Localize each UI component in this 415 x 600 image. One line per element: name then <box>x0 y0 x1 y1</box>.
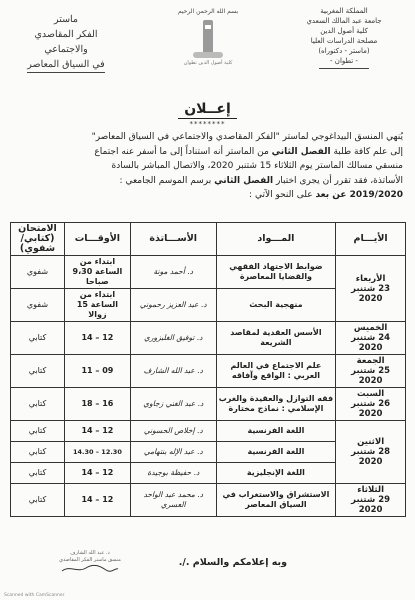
column-header-exam-type: الامتحان (كتابي/ شفوي) <box>11 223 65 256</box>
professor-cell: د. عبد العزيز رحموني <box>130 289 216 322</box>
body-line: يُنهي المنسق البيداغوجي لماستر "الفكر المقاصدي والاجتماعي في السياق المعاصر" <box>91 132 403 142</box>
announcement-title: إعــلان <box>178 101 237 119</box>
letterhead <box>6 6 409 86</box>
column-header-professors: الأســـاتذة <box>130 223 216 256</box>
time-cell: 12 – 14 <box>64 463 130 484</box>
body-line: 2019/2020 عن بعد على النحو الآتي : <box>249 190 403 200</box>
closing-line: وبه إعلامكم والسلام ./. <box>178 557 287 568</box>
table-row <box>11 484 406 517</box>
announcement-body <box>12 130 403 203</box>
course-cell: اللغة الفرنسية <box>216 421 336 442</box>
body-line: إلى علم كافة طلبة الفصل الثاني من الماستر أنه استناداً إلى ما أسفر عنه اجتماع <box>94 146 403 157</box>
day-cell: الجمعة 25 شتنبر 2020 <box>336 355 406 388</box>
table-row <box>11 355 406 388</box>
column-header-courses: المـــواد <box>216 223 336 256</box>
faculty-logo-icon <box>191 18 225 58</box>
institution-line: جامعة عبد المالك السعدي <box>306 17 382 25</box>
professor-cell: د. عبد الله الشارف <box>130 355 216 388</box>
logo-caption: كلية أصول الدين تطوان <box>183 60 233 66</box>
exam-schedule-table <box>10 222 406 517</box>
table-header-row <box>11 223 406 256</box>
day-cell: الخميس 24 شتنبر 2020 <box>336 322 406 355</box>
exam-type-cell: كتابي <box>11 421 65 442</box>
course-cell: الأسس العقدية لمقاصد الشريعة <box>216 322 336 355</box>
institution-line: مصلحة الدراسات العليا <box>310 37 378 45</box>
time-cell: 12 – 14 <box>64 322 130 355</box>
scanner-watermark: Scanned with CamScanner <box>4 593 65 598</box>
basmala: بسم الله الرحمن الرحيم <box>177 8 239 15</box>
institution-line: (ماستر - دكتوراه) <box>318 47 370 55</box>
exam-type-cell: كتابي <box>11 442 65 463</box>
time-cell: 12 – 14 <box>64 484 130 517</box>
program-line: ماستر <box>53 14 79 25</box>
institution-line: - تطوان - <box>330 57 358 65</box>
program-block <box>16 12 116 73</box>
course-cell: ضوابط الاجتهاد الفقهي والقضايا المعاصرة <box>216 256 336 289</box>
stamp-line: منسق ماستر الفكر المقاصدي <box>59 557 121 563</box>
stamp-line: د. عبد الله الشارف <box>70 550 110 556</box>
table-row <box>11 421 406 442</box>
table-row <box>11 388 406 421</box>
column-header-times: الأوقـــات <box>64 223 130 256</box>
body-line: الأساتذة، فقد تقرر أن يجرى اختبار الفصل الثاني برسم الموسم الجامعي : <box>119 175 403 186</box>
course-cell: اللغة الإنجليزية <box>216 463 336 484</box>
professor-cell: د. حفيظة بوجيدة <box>130 463 216 484</box>
time-cell: 12 – 14 <box>64 421 130 442</box>
exam-type-cell: كتابي <box>11 388 65 421</box>
day-cell: الثلاثاء 29 شتنبر 2020 <box>336 484 406 517</box>
professor-cell: د. عبد الغني زجاوي <box>130 388 216 421</box>
exam-type-cell: شفوي <box>11 256 65 289</box>
day-cell: الاثنين 28 شتنبر 2020 <box>336 421 406 484</box>
stars-divider: ******** <box>189 120 226 128</box>
institution-line: كلية أصول الدين <box>320 27 368 35</box>
program-line: في السياق المعاصر <box>27 57 104 73</box>
column-header-days: الأيـــام <box>336 223 406 256</box>
institution-block <box>285 6 403 69</box>
exam-type-cell: كتابي <box>11 463 65 484</box>
program-line: الفكر المقاصدي والاجتماعي <box>34 29 98 55</box>
institution-line: المملكة المغربية <box>320 7 368 15</box>
professor-cell: د. إخلاص الحسوني <box>130 421 216 442</box>
course-cell: اللغة الفرنسية <box>216 442 336 463</box>
exam-type-cell: كتابي <box>11 322 65 355</box>
course-cell: منهجية البحث <box>216 289 336 322</box>
time-cell: ابتداء من الساعة 15 زوالا <box>64 289 130 322</box>
divider <box>319 68 369 69</box>
course-cell: الاستشراق والاستغراب في السياق المعاصر <box>216 484 336 517</box>
day-cell: السبت 26 شتنبر 2020 <box>336 388 406 421</box>
professor-cell: د. توفيق الغلبزوري <box>130 322 216 355</box>
time-cell: 09 – 11 <box>64 355 130 388</box>
exam-type-cell: كتابي <box>11 355 65 388</box>
time-cell: 12.30 – 14.30 <box>64 442 130 463</box>
professor-cell: د. عبد الإله بنتهامي <box>130 442 216 463</box>
announcement-heading <box>0 98 415 119</box>
table-row <box>11 322 406 355</box>
professor-cell: د. محمد عبد الواحد العسري <box>130 484 216 517</box>
body-line: منسقي مسالك الماستر يوم الثلاثاء 15 شتنبر 2020، والاتصال المباشر بالسادة <box>111 161 403 171</box>
exam-type-cell: كتابي <box>11 484 65 517</box>
professor-cell: د. أحمد مونة <box>130 256 216 289</box>
exam-type-cell: شفوي <box>11 289 65 322</box>
table-row <box>11 256 406 289</box>
time-cell: 16 – 18 <box>64 388 130 421</box>
course-cell: علم الاجتماع في العالم العربي : الواقع وآفاقه <box>216 355 336 388</box>
time-cell: ابتداء من الساعة 9،30 صباحا <box>64 256 130 289</box>
course-cell: فقه التوازل والعقيدة والغرب الإسلامي : نماذج مختارة <box>216 388 336 421</box>
emblem-block <box>158 6 258 66</box>
day-cell: الأربعاء 23 شتنبر 2020 <box>336 256 406 322</box>
